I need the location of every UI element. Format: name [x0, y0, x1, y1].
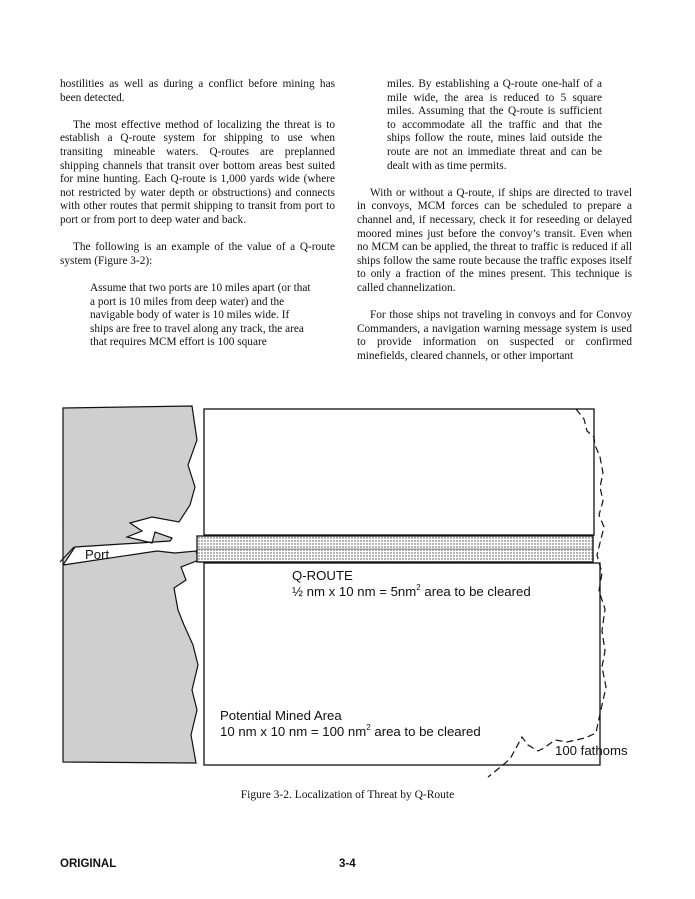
example-paragraph-continued: miles. By establishing a Q-route one-half of a mile wide, the area is reduced to 5 square miles. Assuming that the Q-route is sufficient to accommodate all the traffic and that the ships follow the route, mines laid outside the route are not an immediate threat and can be dealt with as time permits. [387, 78, 602, 172]
right-text-column [357, 78, 632, 363]
paragraph: hostilities as well as during a conflict before mining has been detected. [60, 78, 335, 104]
page-number: 3-4 [339, 858, 356, 870]
paragraph: With or without a Q-route, if ships are directed to travel in convoys, MCM forces can be scheduled to prepare a channel and, if necessary, check it for reseeding or delayed moored mines just before the convoy’s transit. Even when no MCM can be applied, the threat to traffic is reduced if all ships follow the same route because the traffic exposes itself to only a fraction of the mines present. This technique is called channelization. [357, 186, 632, 294]
paragraph: For those ships not traveling in convoys and for Convoy Commanders, a navigation warning message system is used to provide information on suspected or confirmed minefields, cleared channels, or other important [357, 309, 632, 362]
footer-original: ORIGINAL [60, 858, 117, 870]
q-route-figure [60, 405, 628, 780]
left-text-column [60, 78, 335, 350]
upper-area-box [204, 409, 594, 535]
q-route-calculation: ½ nm x 10 nm = $5nm^2$ area to be cleared [292, 583, 531, 599]
paragraph: The following is an example of the value of a Q-route system (Figure 3-2): [60, 241, 335, 267]
example-paragraph: Assume that two ports are 10 miles apart (or that a port is 10 miles from deep water) and the navigable body of water is 10 miles wide. If ships are free to travel along any track, the area that requires MCM effort is 100 square [90, 281, 311, 349]
land-mass [63, 406, 199, 763]
q-route-title: Q-ROUTE [292, 568, 353, 583]
figure-caption: Figure 3-2. Localization of Threat by Q-Route [240, 789, 455, 801]
mined-area-title: Potential Mined Area [220, 708, 342, 723]
port-label: Port [85, 547, 110, 562]
fathoms-label: 100 fathoms [555, 743, 628, 758]
mined-area-calculation: 10 nm x 10 nm = 100 $nm^2$ area to be cleared [220, 723, 481, 739]
paragraph: The most effective method of localizing the threat is to establish a Q-route system for shipping to use when transiting mineable waters. Q-routes are preplanned shipping channels that transit over bottom areas best suited for mine hunting. Each Q-route is 1,000 yards wide (where not restricted by water depth or obstructions) and connects with other routes that permit shipping to transit from port to port or from port to deep water and back. [60, 118, 335, 226]
